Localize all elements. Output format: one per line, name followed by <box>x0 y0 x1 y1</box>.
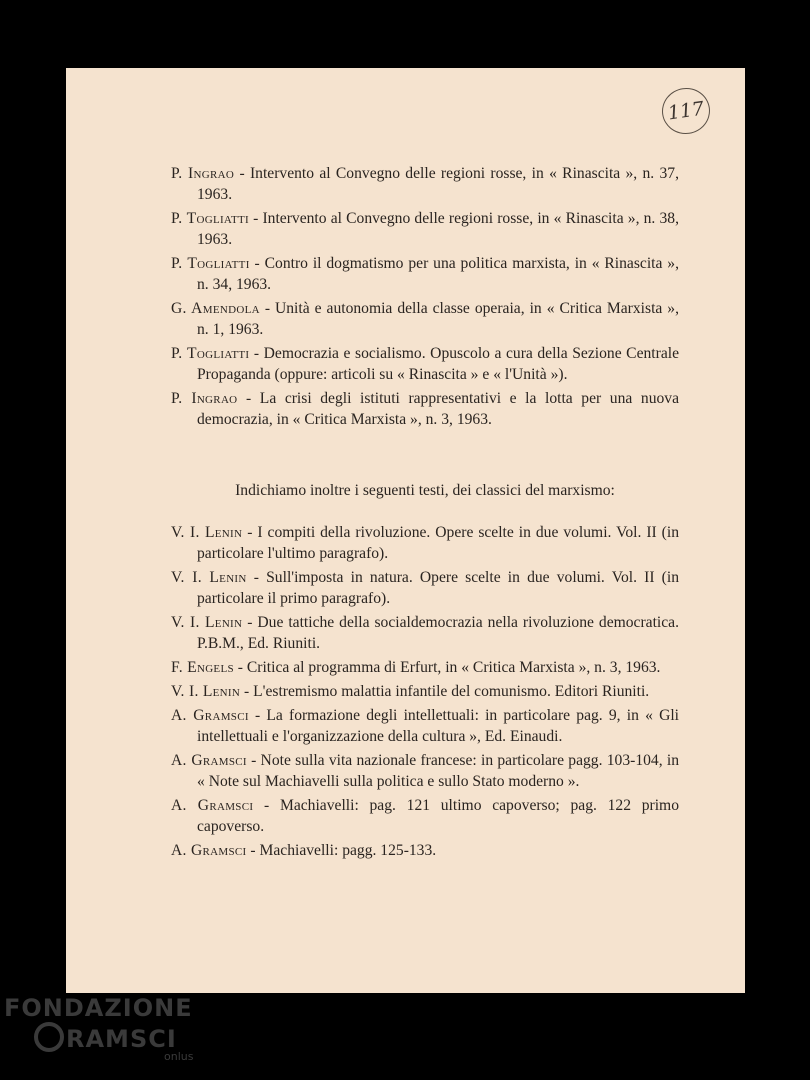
logo-line1: FONDAZIONE <box>4 994 193 1022</box>
list-item <box>171 522 679 564</box>
author: A. Gramsci <box>171 797 254 814</box>
entry-text: - Democrazia e socialismo. Opuscolo a cura della Sezione Centrale Propaganda (oppure: articoli su « Rinascita » e « l'Unità »). <box>197 345 679 383</box>
entry-text: - Intervento al Convegno delle regioni rosse, in « Rinascita », n. 38, 1963. <box>197 210 679 248</box>
list-item <box>171 163 679 205</box>
author: V. I. Lenin <box>171 614 243 631</box>
entry-text: - Intervento al Convegno delle regioni rosse, in « Rinascita », n. 37, 1963. <box>197 165 679 203</box>
reading-list-contemporary <box>171 163 679 433</box>
entry-text: - Machiavelli: pagg. 125-133. <box>246 842 437 859</box>
logo-line2 <box>34 1022 193 1053</box>
list-item <box>171 388 679 430</box>
list-item <box>171 567 679 609</box>
list-item <box>171 612 679 654</box>
entry-text: - Machiavelli: pag. 121 ultimo capoverso; pag. 122 primo capoverso. <box>197 797 679 835</box>
list-item <box>171 705 679 747</box>
list-item <box>171 795 679 837</box>
document-page <box>66 68 745 993</box>
logo-line2-text: RAMSCI <box>66 1025 177 1053</box>
author: A. Gramsci <box>171 707 249 724</box>
author: P. Togliatti <box>171 345 250 362</box>
list-item <box>171 750 679 792</box>
logo-subtitle: onlus <box>164 1050 194 1063</box>
author: P. Ingrao <box>171 390 238 407</box>
list-item <box>171 681 679 702</box>
intro-text: Indichiamo inoltre i seguenti testi, dei classici del marxismo: <box>235 482 615 499</box>
page-number: 117 <box>659 85 713 137</box>
author: A. Gramsci <box>171 752 247 769</box>
author: V. I. Lenin <box>171 683 241 700</box>
logo-g-icon <box>34 1022 64 1052</box>
entry-text: - Due tattiche della socialdemocrazia nella rivoluzione democratica. P.B.M., Ed. Riuniti. <box>197 614 679 652</box>
list-item <box>171 298 679 340</box>
reading-list-classics <box>171 522 679 864</box>
entry-text: - La crisi degli istituti rappresentativi e la lotta per una nuova democrazia, in « Critica Marxista », n. 3, 1963. <box>197 390 680 428</box>
entry-text: - Sull'imposta in natura. Opere scelte in due volumi. Vol. II (in particolare il primo paragrafo). <box>197 569 679 607</box>
entry-text: - La formazione degli intellettuali: in particolare pag. 9, in « Gli intellettuali e l'organizzazione della cultura », Ed. Einaudi. <box>197 707 679 745</box>
entry-text: - Critica al programma di Erfurt, in « Critica Marxista », n. 3, 1963. <box>233 659 661 676</box>
entry-text: - Contro il dogmatismo per una politica marxista, in « Rinascita », n. 34, 1963. <box>197 255 679 293</box>
author: F. Engels <box>171 659 234 676</box>
list-item <box>171 208 679 250</box>
list-item <box>171 657 679 678</box>
author: P. Togliatti <box>171 210 249 227</box>
author: V. I. Lenin <box>171 569 247 586</box>
list-item <box>171 840 679 861</box>
entry-text: - I compiti della rivoluzione. Opere scelte in due volumi. Vol. II (in particolare l'ultimo paragrafo). <box>197 524 680 562</box>
author: V. I. Lenin <box>171 524 243 541</box>
author: P. Togliatti <box>171 255 250 272</box>
entry-text: - L'estremismo malattia infantile del comunismo. Editori Riuniti. <box>240 683 650 700</box>
author: G. Amendola <box>171 300 260 317</box>
author: A. Gramsci <box>171 842 247 859</box>
entry-text: - Unità e autonomia della classe operaia, in « Critica Marxista », n. 1, 1963. <box>197 300 679 338</box>
fondazione-gramsci-logo <box>4 994 194 1063</box>
entry-text: - Note sulla vita nazionale francese: in particolare pagg. 103-104, in « Note sul Machiavelli sulla politica e sullo Stato moderno ». <box>197 752 680 790</box>
author: P. Ingrao <box>171 165 235 182</box>
list-item <box>171 253 679 295</box>
list-item <box>171 343 679 385</box>
